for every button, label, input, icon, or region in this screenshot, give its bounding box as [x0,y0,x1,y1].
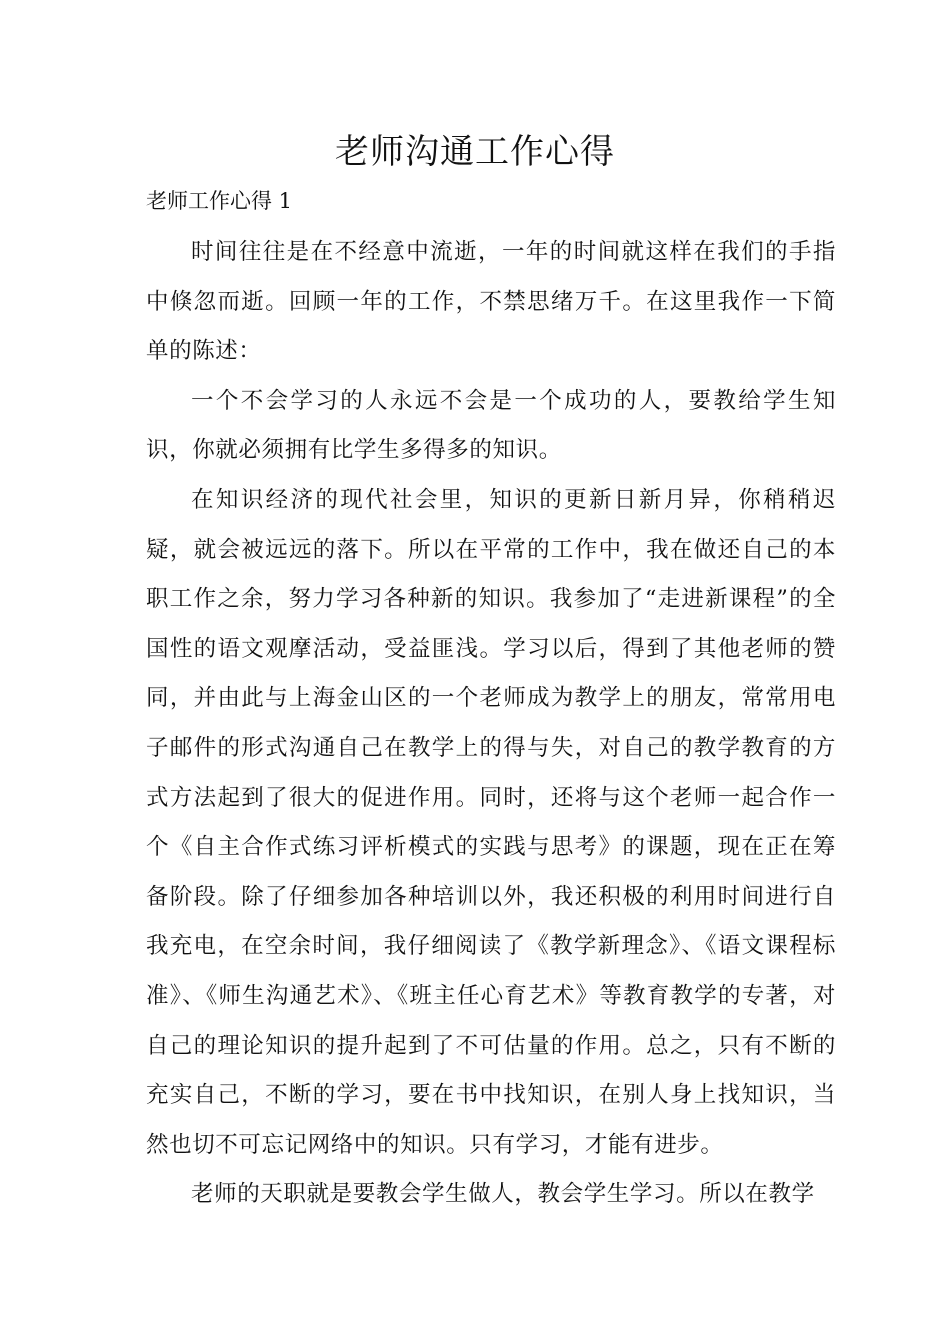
document-title: 老师沟通工作心得 [335,132,615,172]
section-heading: 老师工作心得 1 [146,189,293,213]
paragraph-knowledge: 在知识经济的现代社会里，知识的更新日新月异，你稍稍迟疑，就会被远远的落下。所以在平常的工作中，我在做还自己的本职工作之余，努力学习各种新的知识。我参加了“走进新课程”的全国性的语文观摩活动，受益匪浅。学习以后，得到了其他老师的赞同，并由此与上海金山区的一个老师成为教学上的朋友，常常用电子邮件的形式沟通自己在教学上的得与失，对自己的教学教育的方式方法起到了很大的促进作用。同时，还将与这个老师一起合作一个《自主合作式练习评析模式的实践与思考》的课题，现在正在筹备阶段。除了仔细参加各种培训以外，我还积极的利用时间进行自我充电，在空余时间，我仔细阅读了《教学新理念》、《语文课程标准》、《师生沟通艺术》、《班主任心育艺术》等教育教学的专著，对自己的理论知识的提升起到了不可估量的作用。总之，只有不断的充实自己，不断的学习，要在书中找知识，在别人身上找知识，当然也切不可忘记网络中的知识。只有学习，才能有进步。 [146,486,836,1158]
document-body [146,228,836,1220]
paragraph-learning: 一个不会学习的人永远不会是一个成功的人，要教给学生知识，你就必须拥有比学生多得多的知识。 [146,387,836,464]
paragraph-intro: 时间往往是在不经意中流逝，一年的时间就这样在我们的手指中倏忽而逝。回顾一年的工作，不禁思绪万千。在这里我作一下简单的陈述： [146,239,836,365]
paragraph-teaching: 老师的天职就是要教会学生做人，教会学生学习。所以在教学 [191,1181,815,1208]
